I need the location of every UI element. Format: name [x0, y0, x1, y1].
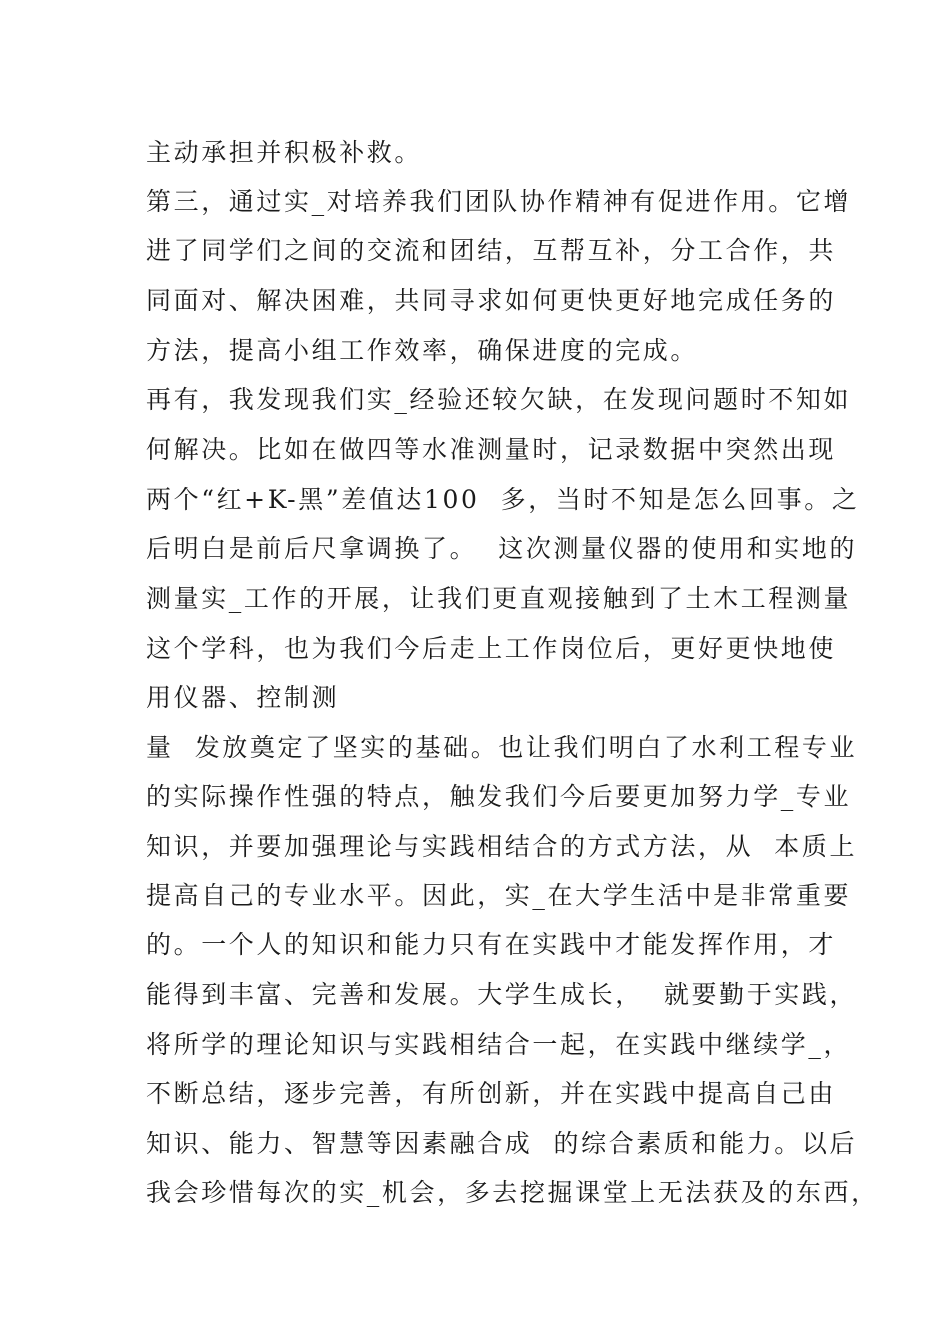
text-line: 同面对、解决困难，共同寻求如何更快更好地完成任务的: [146, 286, 837, 315]
text-line: 两个“红+K-黑”差值达100 多，当时不知是怎么回事。之: [146, 485, 860, 514]
text-line: 方法，提高小组工作效率，确保进度的完成。: [146, 336, 699, 365]
text-line: 何解决。比如在做四等水准测量时，记录数据中突然出现: [146, 435, 837, 464]
text-line: 不断总结，逐步完善，有所创新，并在实践中提高自己由: [146, 1079, 837, 1108]
text-line: 后明白是前后尺拿调换了。 这次测量仪器的使用和实地的: [146, 534, 858, 563]
text-line: 的实际操作性强的特点，触发我们今后要更加努力学_专业: [146, 782, 852, 811]
text-line: 我会珍惜每次的实_机会，多去挖掘课堂上无法获及的东西，: [146, 1178, 879, 1207]
text-line: 测量实_工作的开展，让我们更直观接触到了土木工程测量: [146, 584, 852, 613]
text-line: 将所学的理论知识与实践相结合一起，在实践中继续学_，: [146, 1030, 852, 1059]
text-line: 量 发放奠定了坚实的基础。也让我们明白了水利工程专业: [146, 733, 858, 762]
text-line: 第三，通过实_对培养我们团队协作精神有促进作用。它增: [146, 187, 852, 216]
text-line: 用仪器、控制测: [146, 683, 340, 712]
text-line: 主动承担并积极补救。: [146, 138, 423, 167]
text-line: 知识，并要加强理论与实践相结合的方式方法，从 本质上: [146, 832, 858, 861]
text-line: 这个学科，也为我们今后走上工作岗位后，更好更快地使: [146, 634, 837, 663]
text-line: 知识、能力、智慧等因素融合成 的综合素质和能力。以后: [146, 1129, 858, 1158]
text-line: 再有，我发现我们实_经验还较欠缺，在发现问题时不知如: [146, 385, 852, 414]
text-line: 能得到丰富、完善和发展。大学生成长， 就要勤于实践，: [146, 980, 858, 1009]
text-line: 进了同学们之间的交流和团结，互帮互补，分工合作，共: [146, 236, 837, 265]
text-line: 提高自己的专业水平。因此，实_在大学生活中是非常重要: [146, 881, 852, 910]
text-line: 的。一个人的知识和能力只有在实践中才能发挥作用，才: [146, 930, 837, 959]
